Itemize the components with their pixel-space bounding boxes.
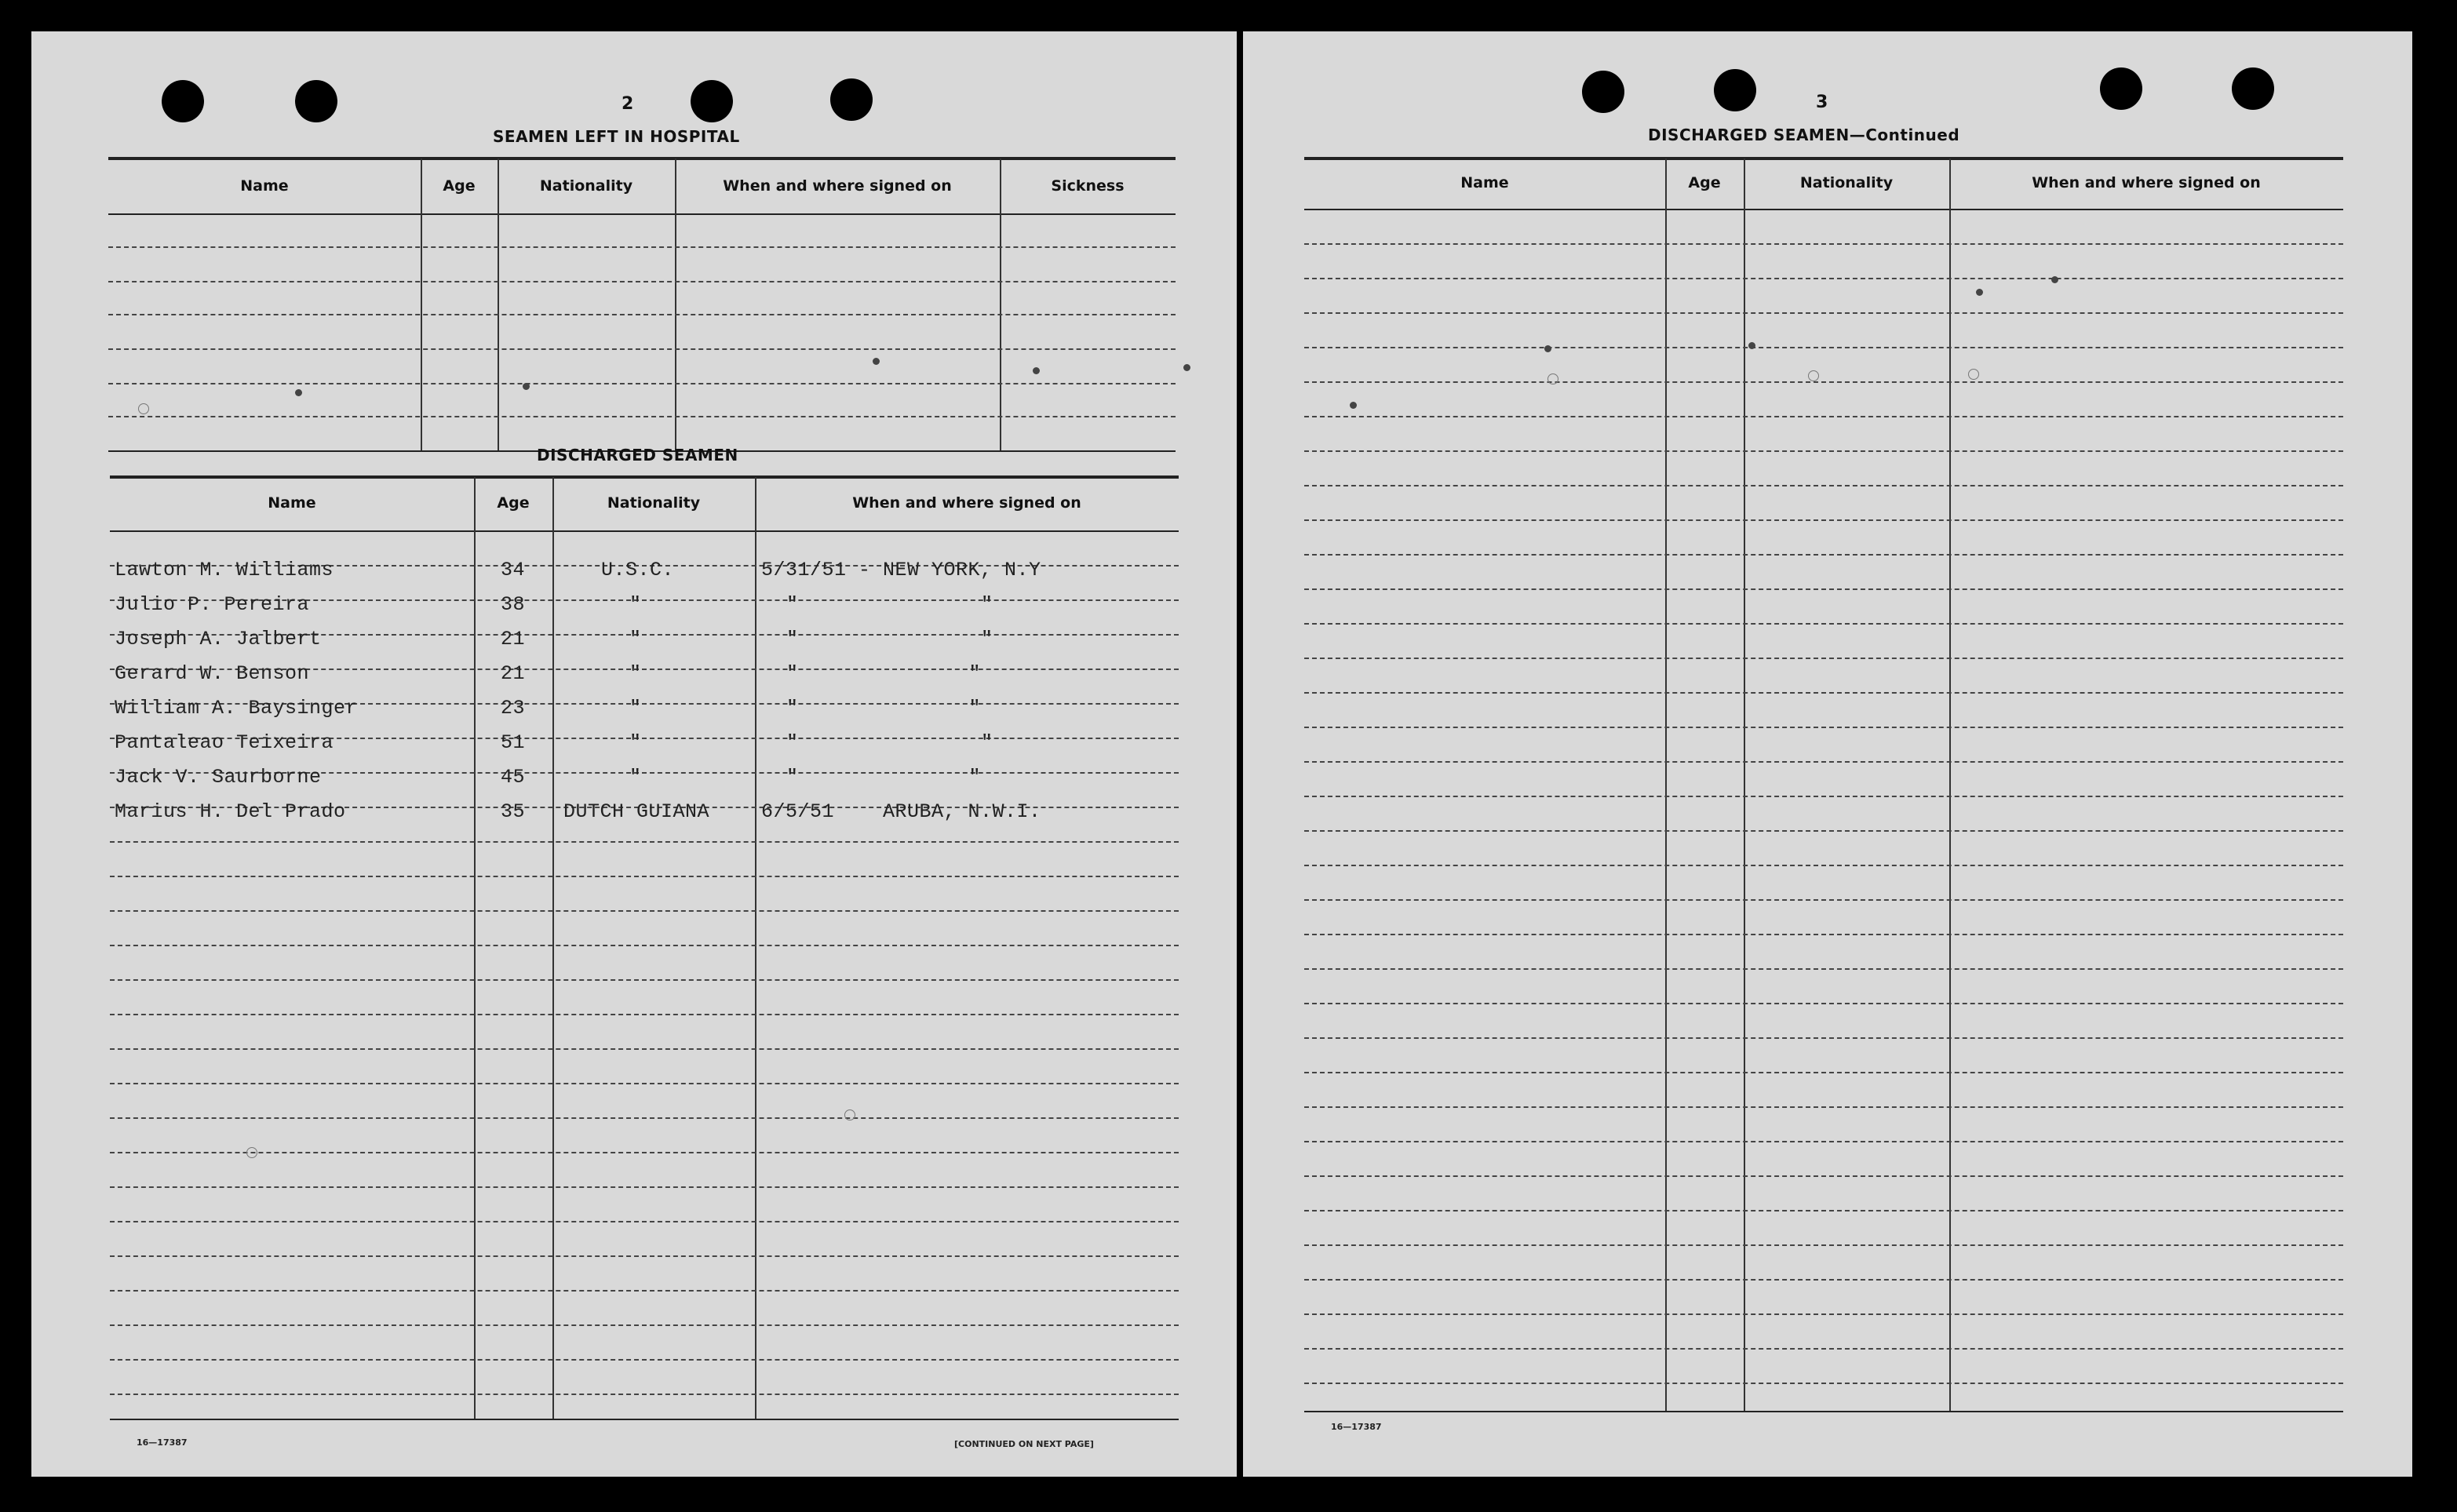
column-header-name: Name — [1460, 174, 1509, 191]
speck — [1808, 370, 1819, 381]
row-line — [110, 1290, 1179, 1292]
seaman-age: 45 — [501, 766, 526, 789]
row-line — [1304, 519, 2343, 521]
table-top-rule — [1304, 157, 2343, 160]
signed-on: 6/5/51 ARUBA, N.W.I. — [761, 800, 1041, 823]
header-rule — [108, 213, 1176, 215]
row-line — [1304, 1106, 2343, 1108]
column-header-age: Age — [443, 177, 476, 195]
row-line — [110, 979, 1179, 981]
table-top-rule — [110, 475, 1179, 479]
column-header-signed-on: When and where signed on — [723, 177, 952, 195]
punch-hole — [2232, 67, 2274, 110]
seaman-age: 34 — [501, 559, 526, 581]
signed-on: 5/31/51 - NEW YORK, N.Y — [761, 559, 1041, 581]
row-line — [1304, 381, 2343, 383]
speck — [246, 1147, 257, 1158]
header-rule — [110, 530, 1179, 532]
form-number: 16—17387 — [1331, 1422, 1382, 1432]
row-line — [1304, 450, 2343, 452]
row-line — [110, 1359, 1179, 1361]
header-rule — [1304, 209, 2343, 210]
hospital-section-title: SEAMEN LEFT IN HOSPITAL — [493, 127, 740, 146]
seaman-nationality: " — [629, 593, 642, 616]
seaman-name: Marius H. Del Prado — [115, 800, 346, 823]
seaman-nationality: DUTCH GUIANA — [563, 800, 710, 823]
column-header-age: Age — [1688, 174, 1721, 191]
row-line — [1304, 830, 2343, 832]
punch-hole — [2100, 67, 2142, 110]
row-line — [1304, 934, 2343, 935]
seaman-nationality: " — [629, 628, 642, 650]
row-line — [1304, 1279, 2343, 1281]
column-header-name: Name — [240, 177, 289, 195]
speck — [1547, 373, 1558, 384]
signed-on: " " — [786, 628, 993, 650]
row-line — [108, 314, 1176, 315]
row-line — [1304, 692, 2343, 694]
section-title: DISCHARGED SEAMEN — [1648, 126, 1850, 144]
continued-note: [CONTINUED ON NEXT PAGE] — [954, 1439, 1094, 1449]
row-line — [108, 348, 1176, 350]
right-page — [1243, 31, 2412, 1477]
speck — [873, 358, 880, 365]
column-header-signed-on: When and where signed on — [852, 494, 1081, 512]
seaman-name: William A. Baysinger — [115, 697, 359, 720]
row-line — [110, 1221, 1179, 1222]
row-line — [1304, 1210, 2343, 1211]
punch-hole — [1582, 71, 1624, 113]
table-bottom-rule — [1304, 1411, 2343, 1412]
speck — [1968, 369, 1979, 380]
row-line — [1304, 899, 2343, 901]
row-line — [1304, 796, 2343, 797]
column-divider — [421, 158, 422, 452]
seaman-nationality: " — [629, 662, 642, 685]
row-line — [1304, 658, 2343, 659]
column-header-signed-on: When and where signed on — [2032, 174, 2261, 191]
speck — [1033, 367, 1040, 374]
row-line — [1304, 1175, 2343, 1177]
seaman-age: 23 — [501, 697, 526, 720]
signed-on: " " — [786, 662, 982, 685]
punch-hole — [162, 80, 204, 122]
discharged-continued-title — [1648, 126, 1959, 144]
column-divider — [474, 477, 476, 1420]
signed-on: " " — [786, 593, 993, 616]
row-line — [110, 1394, 1179, 1395]
row-line — [1304, 347, 2343, 348]
seaman-age: 38 — [501, 593, 526, 616]
row-line — [108, 416, 1176, 417]
seaman-nationality: " — [629, 766, 642, 789]
punch-hole — [1714, 69, 1756, 111]
punch-hole — [830, 78, 873, 121]
column-header-age: Age — [497, 494, 530, 512]
row-line — [110, 1083, 1179, 1084]
signed-on: " " — [786, 731, 993, 754]
seaman-name: Jack V. Saurborne — [115, 766, 322, 789]
row-line — [1304, 1141, 2343, 1142]
seaman-nationality: U.S.C. — [601, 559, 675, 581]
column-divider — [552, 477, 554, 1420]
row-line — [110, 1117, 1179, 1119]
seaman-name: Joseph A. Jalbert — [115, 628, 322, 650]
row-line — [1304, 485, 2343, 486]
row-line — [1304, 554, 2343, 556]
row-line — [1304, 1348, 2343, 1350]
column-header-name: Name — [268, 494, 316, 512]
speck — [1976, 289, 1983, 296]
row-line — [108, 246, 1176, 248]
page-number: 2 — [622, 94, 634, 114]
row-line — [110, 876, 1179, 877]
page-number: 3 — [1816, 93, 1828, 112]
row-line — [1304, 243, 2343, 245]
table-top-rule — [108, 157, 1176, 160]
seaman-nationality: " — [629, 731, 642, 754]
column-header-nationality: Nationality — [1799, 174, 1894, 191]
seaman-name: Lawton M. Williams — [115, 559, 334, 581]
row-line — [1304, 416, 2343, 417]
row-line — [1304, 312, 2343, 314]
punch-hole — [295, 80, 337, 122]
column-header-nationality: Nationality — [607, 494, 701, 512]
seaman-name: Julio P. Pereira — [115, 593, 310, 616]
row-line — [1304, 623, 2343, 625]
form-number: 16—17387 — [137, 1437, 188, 1448]
seaman-age: 51 — [501, 731, 526, 754]
row-line — [108, 281, 1176, 282]
column-header-sickness: Sickness — [1051, 177, 1125, 195]
speck — [2051, 276, 2058, 283]
row-line — [1304, 727, 2343, 728]
column-divider — [1000, 158, 1001, 452]
row-line — [110, 841, 1179, 843]
row-line — [1304, 1072, 2343, 1073]
row-line — [1304, 761, 2343, 763]
row-line — [1304, 1383, 2343, 1384]
seaman-name: Gerard W. Benson — [115, 662, 310, 685]
row-line — [110, 1255, 1179, 1257]
seaman-age: 35 — [501, 800, 526, 823]
punch-hole — [691, 80, 733, 122]
row-line — [110, 1186, 1179, 1188]
row-line — [1304, 1003, 2343, 1004]
signed-on: " " — [786, 697, 982, 720]
section-title-suffix: —Continued — [1849, 126, 1960, 144]
speck — [844, 1109, 855, 1120]
row-line — [108, 383, 1176, 384]
seaman-nationality: " — [629, 697, 642, 720]
speck — [1748, 342, 1755, 349]
row-line — [110, 1014, 1179, 1015]
seaman-name: Pantaleao Teixeira — [115, 731, 334, 754]
row-line — [1304, 1037, 2343, 1039]
column-divider — [498, 158, 499, 452]
speck — [138, 403, 149, 414]
seaman-age: 21 — [501, 628, 526, 650]
signed-on: " " — [786, 766, 982, 789]
row-line — [1304, 1244, 2343, 1246]
column-divider — [755, 477, 756, 1420]
row-line — [1304, 1313, 2343, 1315]
row-line — [110, 910, 1179, 912]
column-header-nationality: Nationality — [539, 177, 633, 195]
seaman-age: 21 — [501, 662, 526, 685]
row-line — [110, 1048, 1179, 1050]
row-line — [1304, 865, 2343, 866]
left-page — [31, 31, 1237, 1477]
speck — [523, 383, 530, 390]
speck — [1350, 402, 1357, 409]
discharged-section-title: DISCHARGED SEAMEN — [537, 446, 738, 465]
table-bottom-rule — [110, 1419, 1179, 1420]
row-line — [1304, 968, 2343, 970]
row-line — [1304, 588, 2343, 590]
row-line — [110, 1324, 1179, 1326]
speck — [1183, 364, 1190, 371]
row-line — [110, 1152, 1179, 1153]
row-line — [110, 945, 1179, 946]
column-divider — [675, 158, 676, 452]
speck — [295, 389, 302, 396]
speck — [1544, 345, 1551, 352]
row-line — [1304, 278, 2343, 279]
